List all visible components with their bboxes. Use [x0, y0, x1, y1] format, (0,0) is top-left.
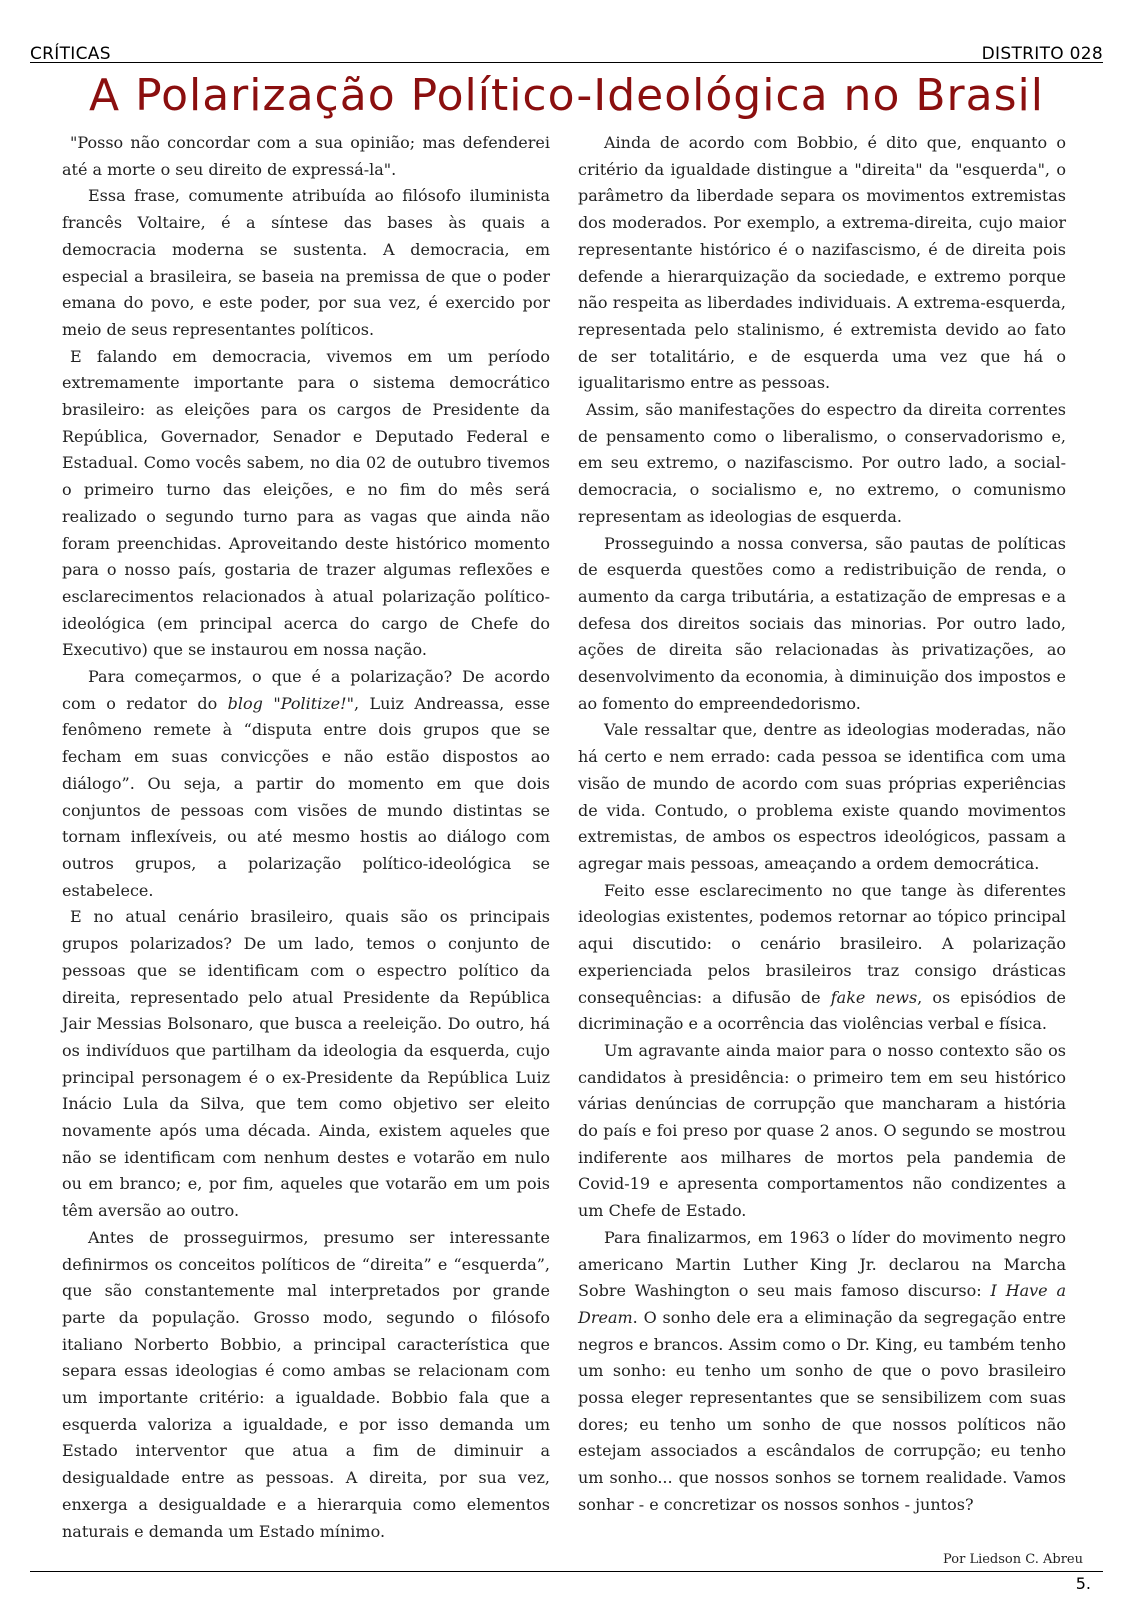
- paragraph: Ainda de acordo com Bobbio, é dito que, enquanto o critério da igualdade distingue a "direita" da "esquerda", o parâmetro da liberdade separa os movimentos extremistas dos moderados. Por exemplo, a extrema-direita, cujo maior representante histórico é o nazifascismo, é de direita pois defende a hierarquização da sociedade, e extremo porque não respeita as liberdades individuais. A extrema-esquerda, representada pelo stalinismo, é extremista devido ao fato de ser totalitário, e de esquerda uma vez que há o igualitarismo entre as pessoas.: [578, 133, 1066, 393]
- paragraph: E falando em democracia, vivemos em um período extremamente importante para o sistema democrático brasileiro: as eleições para os cargos de Presidente da República, Governador, Senador e Deputado Federal e Estadual. Como vocês sabem, no dia 02 de outubro tivemos o primeiro turno das eleições, e no fim do mês será realizado o segundo turno para as vagas que ainda não foram preenchidas. Aproveitando deste histórico momento para o nosso país, gostaria de trazer algumas reflexões e esclarecimentos relacionados à atual polarização político-ideológica (em principal acerca do cargo de Chefe do Executivo) que se instaurou em nossa nação.: [62, 346, 550, 660]
- emphasis-text: I Have a Dream: [578, 1281, 1067, 1327]
- page-header: [30, 38, 1103, 64]
- paragraph: Vale ressaltar que, dentre as ideologias moderadas, não há certo e nem errado: cada pessoa se identifica com uma visão de mundo de acordo com suas próprias experiências de vida. Contudo, o problema existe quando movimentos extremistas, de ambos os espectros ideológicos, passam a agregar mais pessoas, ameaçando a ordem democrática.: [578, 720, 1066, 873]
- left-column: [62, 130, 550, 1545]
- paragraph: Um agravante ainda maior para o nosso contexto são os candidatos à presidência: o primeiro tem em seu histórico várias denúncias de corrupção que mancharam a história do país e foi preso por quase 2 anos. O segundo se mostrou indiferente aos milhares de mortos pela pandemia de Covid-19 e apresenta comportamentos não condizentes a um Chefe de Estado.: [578, 1040, 1066, 1221]
- paragraph: Assim, são manifestações do espectro da direita correntes de pensamento como o liberalismo, o conservadorismo e, em seu extremo, o nazifascismo. Por outro lado, a social-democracia, o socialismo e, no extremo, o comunismo representam as ideologias de esquerda.: [578, 400, 1066, 526]
- author-byline: Por Liedson C. Abreu: [943, 1552, 1083, 1567]
- footer-divider: [30, 1571, 1103, 1572]
- section-label: CRÍTICAS: [30, 44, 111, 64]
- header-divider: [30, 62, 1103, 63]
- issue-label: DISTRITO 028: [981, 44, 1103, 64]
- paragraph-text: , os episódios de dicriminação e a ocorrência das violências verbal e física.: [578, 987, 1066, 1034]
- paragraph: E no atual cenário brasileiro, quais são os principais grupos polarizados? De um lado, temos o conjunto de pessoas que se identificam com o espectro político da direita, representado pelo atual Presidente da República Jair Messias Bolsonaro, que busca a reeleição. Do outro, há os indivíduos que partilham da ideologia da esquerda, cujo principal personagem é o ex-Presidente da República Luiz Inácio Lula da Silva, que tem como objetivo ser eleito novamente após uma década. Ainda, existem aqueles que não se identificam com nenhum destes e votarão em nulo ou em branco; e, por fim, aqueles que votarão em um pois têm aversão ao outro.: [62, 907, 550, 1221]
- paragraph-text: Para finalizarmos, em 1963 o líder do movimento negro americano Martin Luther King Jr. declarou na Marcha Sobre Washington o seu mais famoso discurso:: [578, 1227, 1066, 1301]
- article-title: A Polarização Político-Ideológica no Brasil: [89, 70, 1044, 121]
- paragraph: Antes de prosseguirmos, presumo ser interessante definirmos os conceitos políticos de “direita” e “esquerda”, que são constantemente mal interpretados por grande parte da população. Grosso modo, segundo o filósofo italiano Norberto Bobbio, a principal característica que separa essas ideologias é como ambas se relacionam com um importante critério: a igualdade. Bobbio fala que a esquerda valoriza a igualdade, e por isso demanda um Estado interventor que atua a fim de diminuir a desigualdade entre as pessoas. A direita, por sua vez, enxerga a desigualdade e a hierarquia como elementos naturais e demanda um Estado mínimo.: [62, 1227, 550, 1541]
- paragraph-text: Para começarmos, o que é a polarização? De acordo com o redator do: [62, 667, 550, 713]
- paragraph: [578, 1225, 1066, 1519]
- paragraph: [62, 664, 550, 904]
- paragraph: Essa frase, comumente atribuída ao filósofo iluminista francês Voltaire, é a síntese das bases às quais a democracia moderna se sustenta. A democracia, em especial a brasileira, se baseia na premissa de que o poder emana do povo, e este poder, por sua vez, é exercido por meio de seus representantes políticos.: [62, 186, 550, 339]
- emphasis-text: blog "Politize!": [227, 693, 354, 713]
- paragraph-text: . O sonho dele era a eliminação da segregação entre negros e brancos. Assim como o Dr. King, eu também tenho um sonho: eu tenho um sonho de que o povo brasileiro possa eleger representantes que se sensibilizem com suas dores; eu tenho um sonho de que nossos políticos não estejam associados a escândalos de corrupção; eu tenho um sonho... que nossos sonhos se tornem realidade. Vamos sonhar - e concretizar os nossos sonhos - juntos?: [578, 1307, 1066, 1514]
- paragraph: Prosseguindo a nossa conversa, são pautas de políticas de esquerda questões como a redistribuição de renda, o aumento da carga tributária, a estatização de empresas e a defesa dos direitos sociais das minorias. Por outro lado, ações de direita são relacionadas às privatizações, ao desenvolvimento da economia, à diminuição dos impostos e ao fomento do empreendedorismo.: [578, 533, 1066, 713]
- paragraph: "Posso não concordar com a sua opinião; mas defenderei até a morte o seu direito de expressá-la".: [62, 133, 550, 179]
- page-number: 5.: [1075, 1574, 1091, 1593]
- emphasis-text: fake news: [830, 987, 918, 1007]
- right-column: [578, 130, 1066, 1519]
- paragraph-text: Feito esse esclarecimento no que tange às diferentes ideologias existentes, podemos retornar ao tópico principal aqui discutido: o cenário brasileiro. A polarização experienciada pelos brasileiros traz consigo drásticas consequências: a difusão de: [578, 880, 1066, 1007]
- paragraph: [578, 878, 1066, 1038]
- paragraph-text: , Luiz Andreassa, esse fenômeno remete à “disputa entre dois grupos que se fecham em suas convicções e não estão dispostos ao diálogo”. Ou seja, a partir do momento em que dois conjuntos de pessoas com visões de mundo distintas se tornam inflexíveis, ou até mesmo hostis ao diálogo com outros grupos, a polarização político-ideológica se estabelece.: [62, 693, 550, 900]
